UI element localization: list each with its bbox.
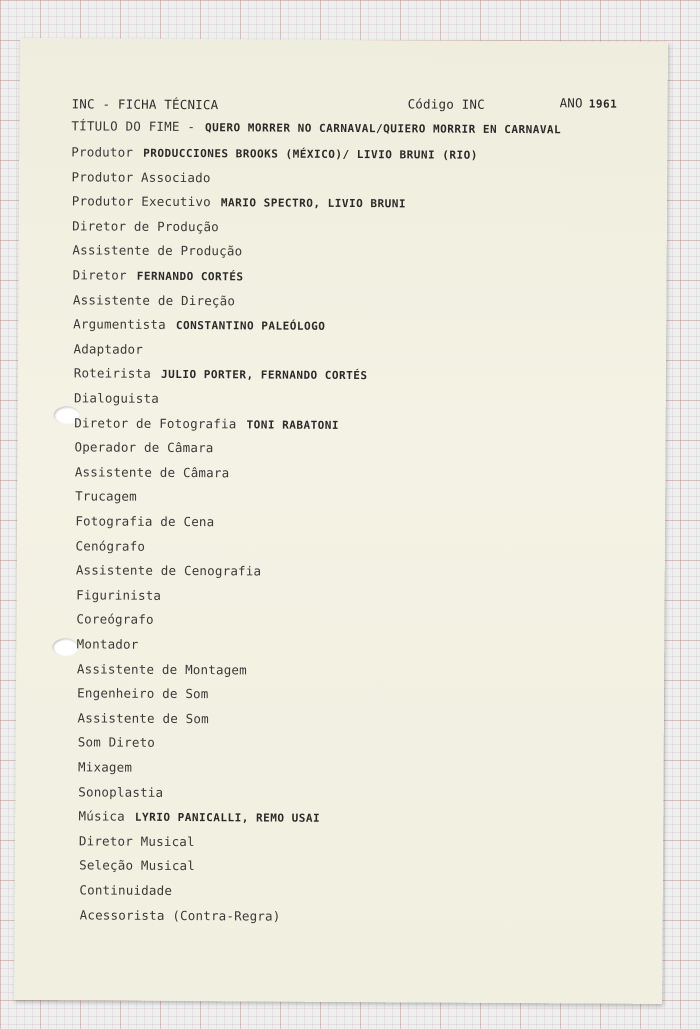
- field-row: [72, 169, 211, 185]
- field-label: Argumentista: [73, 316, 166, 333]
- field-label: Assistente de Câmara: [74, 464, 230, 481]
- year-field: [560, 95, 618, 110]
- field-row: [77, 710, 208, 726]
- field-label: Montador: [76, 636, 139, 652]
- field-row: [74, 366, 368, 383]
- field-row: [72, 218, 219, 234]
- field-row: [74, 415, 339, 432]
- field-row: [77, 636, 139, 651]
- field-row: [78, 759, 132, 774]
- film-title-line: [71, 118, 561, 136]
- field-label: Música: [78, 808, 125, 824]
- form-title: INC - FICHA TÉCNICA: [71, 96, 219, 113]
- field-label: Assistente de Cenografia: [75, 562, 262, 579]
- field-row: [72, 194, 406, 211]
- field-row: [76, 563, 262, 579]
- field-row: [78, 735, 155, 750]
- code-label: Código INC: [407, 96, 485, 112]
- field-label: Assistente de Montagem: [76, 660, 247, 677]
- field-value: LYRIO PANICALLI, REMO USAI: [134, 810, 321, 826]
- field-row: [78, 809, 320, 825]
- film-title-value: QUERO MORRER NO CARNAVAL/QUIERO MORRIR EN CARNAVAL: [205, 121, 562, 137]
- field-label: Acessorista (Contra-Regra): [79, 906, 281, 924]
- field-label: Figurinista: [76, 587, 162, 603]
- document-sheet: [14, 38, 668, 1004]
- field-row: [73, 317, 325, 334]
- field-value: CONSTANTINO PALEÓLOGO: [175, 319, 326, 334]
- field-row: [73, 267, 244, 283]
- year-label: ANO: [559, 95, 583, 111]
- field-label: Seleção Musical: [79, 857, 196, 874]
- field-row: [76, 587, 161, 603]
- field-row: [71, 144, 478, 161]
- field-label: Fotografia de Cena: [75, 513, 215, 530]
- field-label: Assistente de Produção: [72, 242, 243, 259]
- field-label: Diretor Musical: [78, 833, 195, 849]
- film-title-label: TÍTULO DO FIME -: [71, 118, 196, 135]
- field-label: Diretor: [72, 267, 127, 283]
- field-row: [74, 440, 213, 456]
- field-row: [72, 243, 242, 259]
- field-label: Cenógrafo: [75, 537, 146, 554]
- field-value: MARIO SPECTRO, LIVIO BRUNI: [220, 196, 407, 211]
- field-label: Produtor: [71, 144, 134, 160]
- field-label: Adaptador: [73, 341, 144, 357]
- year-value: 1961: [588, 97, 618, 111]
- field-label: Diretor de Produção: [72, 218, 219, 235]
- field-row: [75, 489, 137, 504]
- field-value: JULIO PORTER, FERNANDO CORTÉS: [160, 368, 368, 383]
- field-label: Coreógrafo: [76, 611, 154, 628]
- field-row: [79, 858, 195, 874]
- field-label: Trucagem: [75, 488, 137, 505]
- field-label: Roteirista: [73, 365, 152, 382]
- field-row: [75, 464, 230, 480]
- field-row: [77, 661, 247, 677]
- field-row: [79, 882, 172, 898]
- field-row: [73, 292, 235, 308]
- field-label: Assistente de Direção: [72, 291, 236, 308]
- field-row: [77, 686, 208, 702]
- field-label: Engenheiro de Som: [77, 685, 209, 702]
- field-label: Sonoplastia: [78, 783, 164, 800]
- field-row: [78, 784, 163, 800]
- field-label: Mixagem: [78, 759, 133, 775]
- field-label: Diretor de Fotografia: [74, 414, 237, 431]
- field-row: [74, 390, 159, 406]
- field-row: [73, 341, 143, 356]
- field-row: [75, 513, 214, 529]
- field-row: [79, 833, 195, 849]
- field-value: TONI RABATONI: [246, 417, 340, 432]
- field-row: [76, 612, 153, 627]
- field-label: Som Direto: [77, 734, 156, 751]
- field-value: FERNANDO CORTÉS: [136, 269, 244, 284]
- field-label: Assistente de Som: [77, 710, 209, 726]
- field-row: [76, 538, 146, 553]
- field-label: Produtor Associado: [71, 168, 211, 185]
- field-label: Dialoguista: [73, 390, 160, 406]
- field-row: [80, 907, 281, 923]
- punch-hole: [52, 638, 78, 656]
- field-label: Operador de Câmara: [74, 439, 214, 456]
- field-label: Produtor Executivo: [71, 193, 211, 210]
- field-value: PRODUCCIONES BROOKS (MÉXICO)/ LIVIO BRUNI (RIO): [143, 146, 478, 162]
- field-label: Continuidade: [79, 882, 173, 898]
